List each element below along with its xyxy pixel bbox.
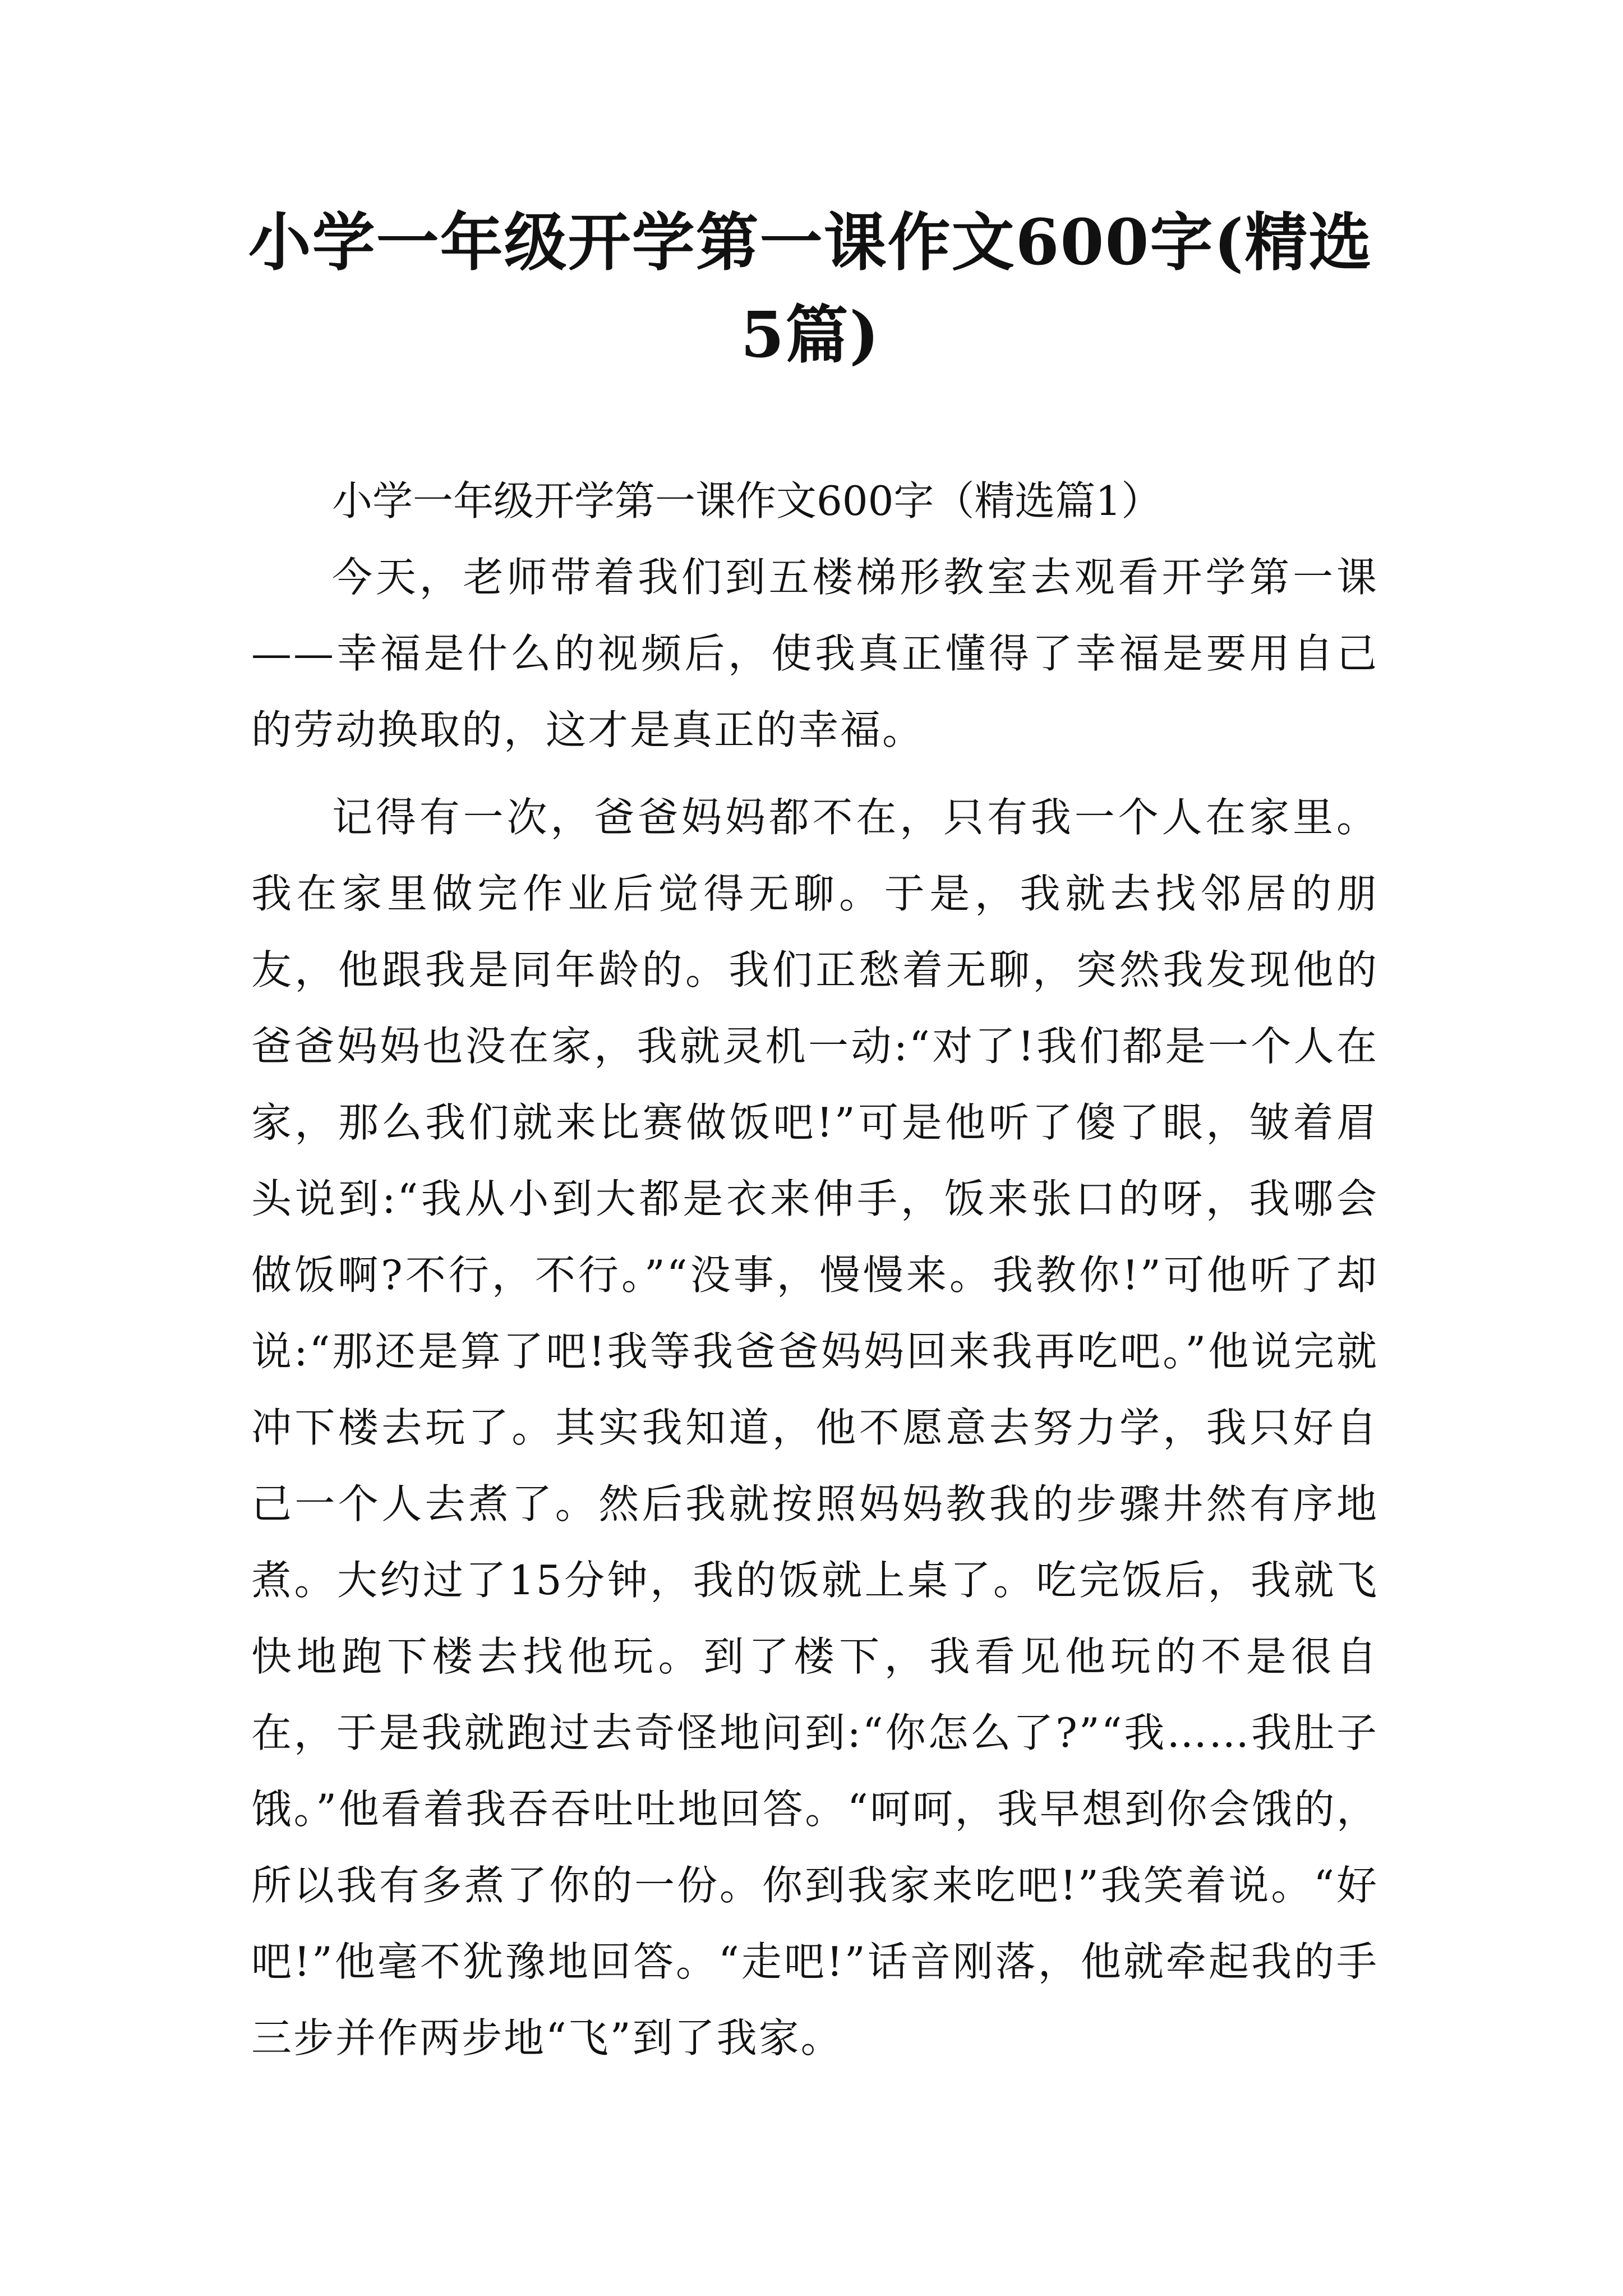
paragraph-1: 今天，老师带着我们到五楼梯形教室去观看开学第一课——幸福是什么的视频后，使我真正懂得了幸福是要用自己的劳动换取的，这才是真正的幸福。 [251,554,1378,753]
document-body [251,463,1378,2076]
section-heading: 小学一年级开学第一课作文600字（精选篇1） [332,477,1162,524]
paragraph-2: 记得有一次，爸爸妈妈都不在，只有我一个人在家里。我在家里做完作业后觉得无聊。于是，我就去找邻居的朋友，他跟我是同年龄的。我们正愁着无聊，突然我发现他的爸爸妈妈也没在家，我就灵机一动:“对了!我们都是一个人在家，那么我们就来比赛做饭吧!”可是他听了傻了眼，皱着眉头说到:“我从小到大都是衣来伸手，饭来张口的呀，我哪会做饭啊?不行，不行。”“没事，慢慢来。我教你!”可他听了却说:“那还是算了吧!我等我爸爸妈妈回来我再吃吧。”他说完就冲下楼去玩了。其实我知道，他不愿意去努力学，我只好自己一个人去煮了。然后我就按照妈妈教我的步骤井然有序地煮。大约过了15分钟，我的饭就上桌了。吃完饭后，我就飞快地跑下楼去找他玩。到了楼下，我看见他玩的不是很自在，于是我就跑过去奇怪地问到:“你怎么了?”“我……我肚子饿。”他看着我吞吞吐吐地回答。“呵呵，我早想到你会饿的，所以我有多煮了你的一份。你到我家来吃吧!”我笑着说。“好吧!”他毫不犹豫地回答。“走吧!”话音刚落，他就牵起我的手三步并作两步地“飞”到了我家。 [251,794,1378,2062]
document-title: 小学一年级开学第一课作文600字(精选5篇) [248,206,1373,372]
